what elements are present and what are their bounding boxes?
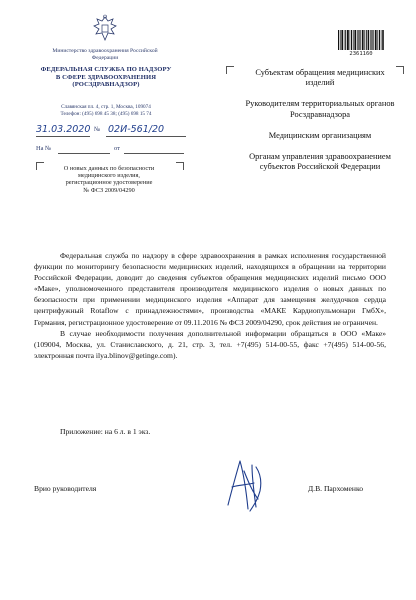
addressee-list [240,68,400,183]
handwritten-number: 02И-561/20 [108,124,165,135]
signatory-name: Д.В. Пархоменко [308,484,364,493]
barcode-number: 2361160 [349,51,373,57]
address-line: Славянская пл. 4, стр. 1, Москва, 109074 [61,104,151,110]
handwritten-signature [218,455,278,515]
attachment-note: Приложение: на 6 л. в 1 экз. [60,427,151,436]
subject-line-3: регистрационное удостоверение [65,179,153,187]
subject-corner-right [176,162,184,170]
reference-no-underline [58,153,110,154]
addressee-corner-left [226,66,234,74]
subject-line-2: медицинского изделия, [78,172,140,180]
agency-address [30,104,182,117]
reference-no-label: На № [36,145,52,152]
agency-line-2: В СФЕРЕ ЗДРАВООХРАНЕНИЯ [55,73,157,81]
addressee-item: Субъектам обращения медицинских изделий [255,68,385,88]
subject-line-1: О новых данных по безопасности [63,165,155,172]
body-paragraph-1: Федеральная служба по надзору в сфере здравоохранения в рамках исполнения государственной функции по мониторингу безопасности медицинских изделий, находящихся в обращении на территории Российской Федерации, доводит до сведения субъектов обращения медицинских изделий письмо ООО «Маке», уполномоченного представителя производителя медицинского изделия о новых данных по безопасности при применении медицинского изделия «Аппарат для замещения желудочков сердца центрифужный Rotaflow с принадлежностями», производства «МАКЕ Кардиопульмонари ГмбХ», Германия, регистрационное удостоверение от 09.11.2016 № ФСЗ 2009/04290, срок действия не ограничен. [34,251,386,327]
number-label: № [94,126,101,133]
body-paragraph-2: В случае необходимости получения дополнительной информации обращаться в ООО «Маке» (109004, Москва, ул. Станиславского, д. 21, стр. 3, тел. +7(495) 514-00-55, факс +7(495) 514-00-56, электронная почта ilya.blinov@getinge.com). [34,328,386,360]
agency-line-3: (РОСЗДРАВНАДЗОР) [72,81,140,89]
addressee-item: Руководителям территориальных органов Росздравнадзора [245,99,395,119]
barcode [338,30,384,50]
addressee-item: Медицинским организациям [268,130,372,140]
signatory-position: Врио руководителя [34,484,97,493]
addressee-item: Органам управления здравоохранением субъектов Российской Федерации [249,152,391,172]
number-underline [106,136,186,137]
letter-body [34,250,386,361]
subject-line-4: № ФСЗ 2009/04290 [83,186,135,194]
reference-line [36,145,186,155]
agency-line-1: ФЕДЕРАЛЬНАЯ СЛУЖБА ПО НАДЗОРУ [40,66,172,73]
reference-date-underline [124,153,184,154]
phone-line: Телефон: (495) 698 45 38; (495) 698 15 74 [60,110,152,117]
handwritten-date: 31.03.2020 [36,124,91,135]
date-underline [36,136,90,137]
reference-date-label: от [114,145,120,152]
coat-of-arms-emblem [92,14,118,44]
subject-corner-left [36,162,44,170]
ministry-name: Министерство здравоохранения Российской Федерации [52,48,158,61]
registration-line [36,124,196,140]
agency-name [30,66,182,89]
letter-subject [44,165,174,194]
